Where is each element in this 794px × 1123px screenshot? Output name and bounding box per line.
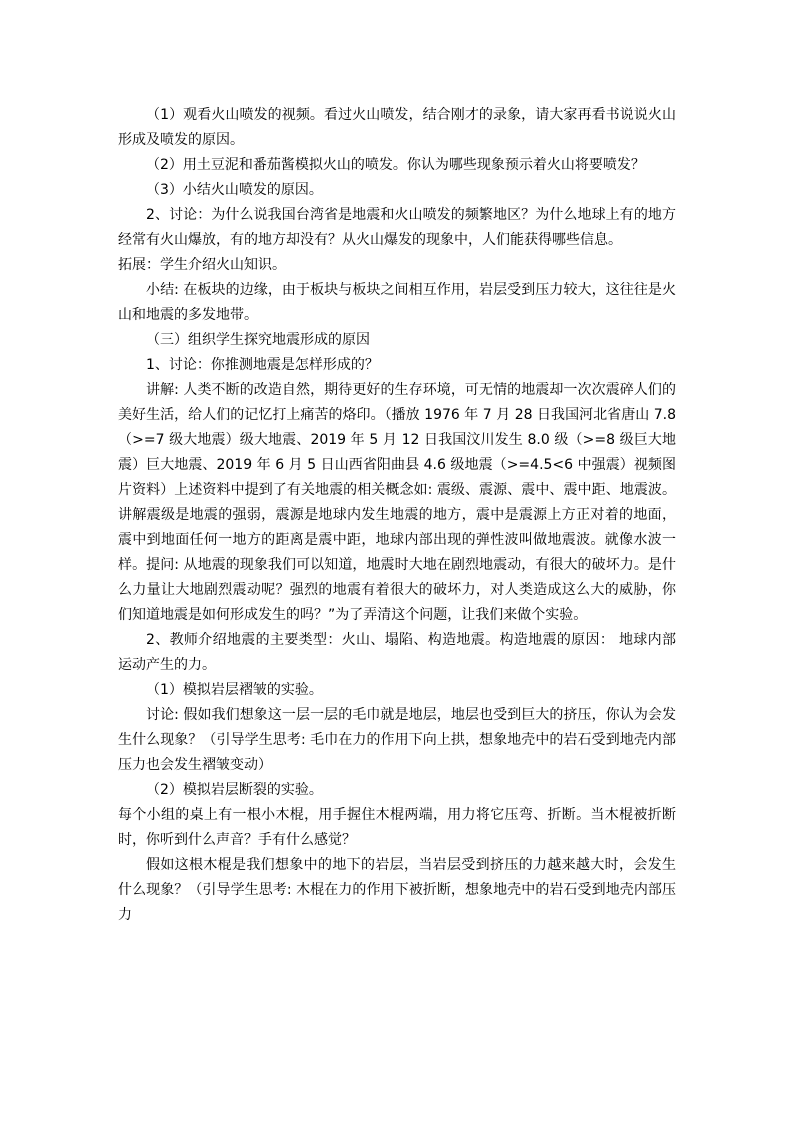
paragraph-volcano-simulation: （2）用土豆泥和番茄酱模拟火山的喷发。你认为哪些现象预示着火山将要喷发？ (146, 157, 645, 173)
paragraph-plate-summary: 小结: 在板块的边缘，由于板块与板块之间相互作用，岩层受到压力较大，这往往是火山和地震的多发地带。 (118, 282, 676, 323)
paragraph-stick-discussion: 假如这根木棍是我们想象中的地下的岩层，当岩层受到挤压的力越来越大时，会发生什么现象？（引导学生思考: 木棍在力的作用下被折断，想象地壳中的岩石受到地壳内部压力 (118, 857, 676, 923)
paragraph-fault-experiment: （2）模拟岩层断裂的实验。 (146, 782, 323, 798)
paragraph-fold-discussion: 讨论: 假如我们想象这一层一层的毛巾就是地层，地层也受到巨大的挤压，你认为会发生什么现象？（引导学生思考: 毛巾在力的作用下向上拱，想象地壳中的岩石受到地壳内部压力也会发生褶皱变动） (118, 707, 676, 773)
paragraph-volcano-summary: （3）小结火山喷发的原因。 (146, 182, 323, 198)
paragraph-explanation: 讲解: 人类不断的改造自然，期待更好的生存环境，可无情的地震却一次次震碎人们的美好生活，给人们的记忆打上痛苦的烙印。（播放 1976 年 7 月 28 日我国河北省唐山 7.8（>=7 级大地震）级大地震、2019 年 5 月 12 日我国汶川发生 8.0 级（>=8 级巨大地震）巨大地震、2019 年 6 月 5 日山西省阳曲县 4.6 级地震（>=4.5<6 中强震）视频图片资料）上述资料中提到了有关地震的相关概念如: 震级、震源、震中、震中距、地震波。讲解震级是地震的强弱，震源是地球内发生地震的地方，震中是震源上方正对着的地面，震中到地面任何一地方的距离是震中距，地球内部出现的弹性波叫做地震波。就像水波一样。提问: 从地震的现象我们可以知道，地震时大地在剧烈地震动，有很大的破坏力。是什么力量让大地剧烈震动呢？强烈的地震有着很大的破坏力，对人类造成这么大的威胁，你们知道地震是如何形成发生的吗？”为了弄清这个问题，让我们来做个实验。 (118, 382, 676, 623)
paragraph-fold-experiment: （1）模拟岩层褶皱的实验。 (146, 682, 323, 698)
paragraph-discussion-taiwan: 2、讨论：为什么说我国台湾省是地震和火山喷发的频繁地区？为什么地球上有的地方经常有火山爆放，有的地方却没有？从火山爆发的现象中，人们能获得哪些信息。 (118, 207, 676, 248)
paragraph-stick-activity: 每个小组的桌上有一根小木棍，用手握住木棍两端，用力将它压弯、折断。当木棍被折断时，你听到什么声音？手有什么感觉？ (118, 807, 676, 848)
document-body (118, 103, 676, 928)
paragraph-extension: 拓展：学生介绍火山知识。 (118, 257, 286, 273)
section-heading-earthquake: （三）组织学生探究地震形成的原因 (146, 332, 370, 348)
paragraph-earthquake-types: 2、教师介绍地震的主要类型：火山、塌陷、构造地震。构造地震的原因： 地球内部运动产生的力。 (118, 632, 676, 673)
paragraph-volcano-video: （1）观看火山喷发的视频。看过火山喷发，结合刚才的录象，请大家再看书说说火山形成及喷发的原因。 (118, 107, 676, 148)
paragraph-discussion-earthquake: 1、讨论：你推测地震是怎样形成的？ (146, 357, 379, 373)
